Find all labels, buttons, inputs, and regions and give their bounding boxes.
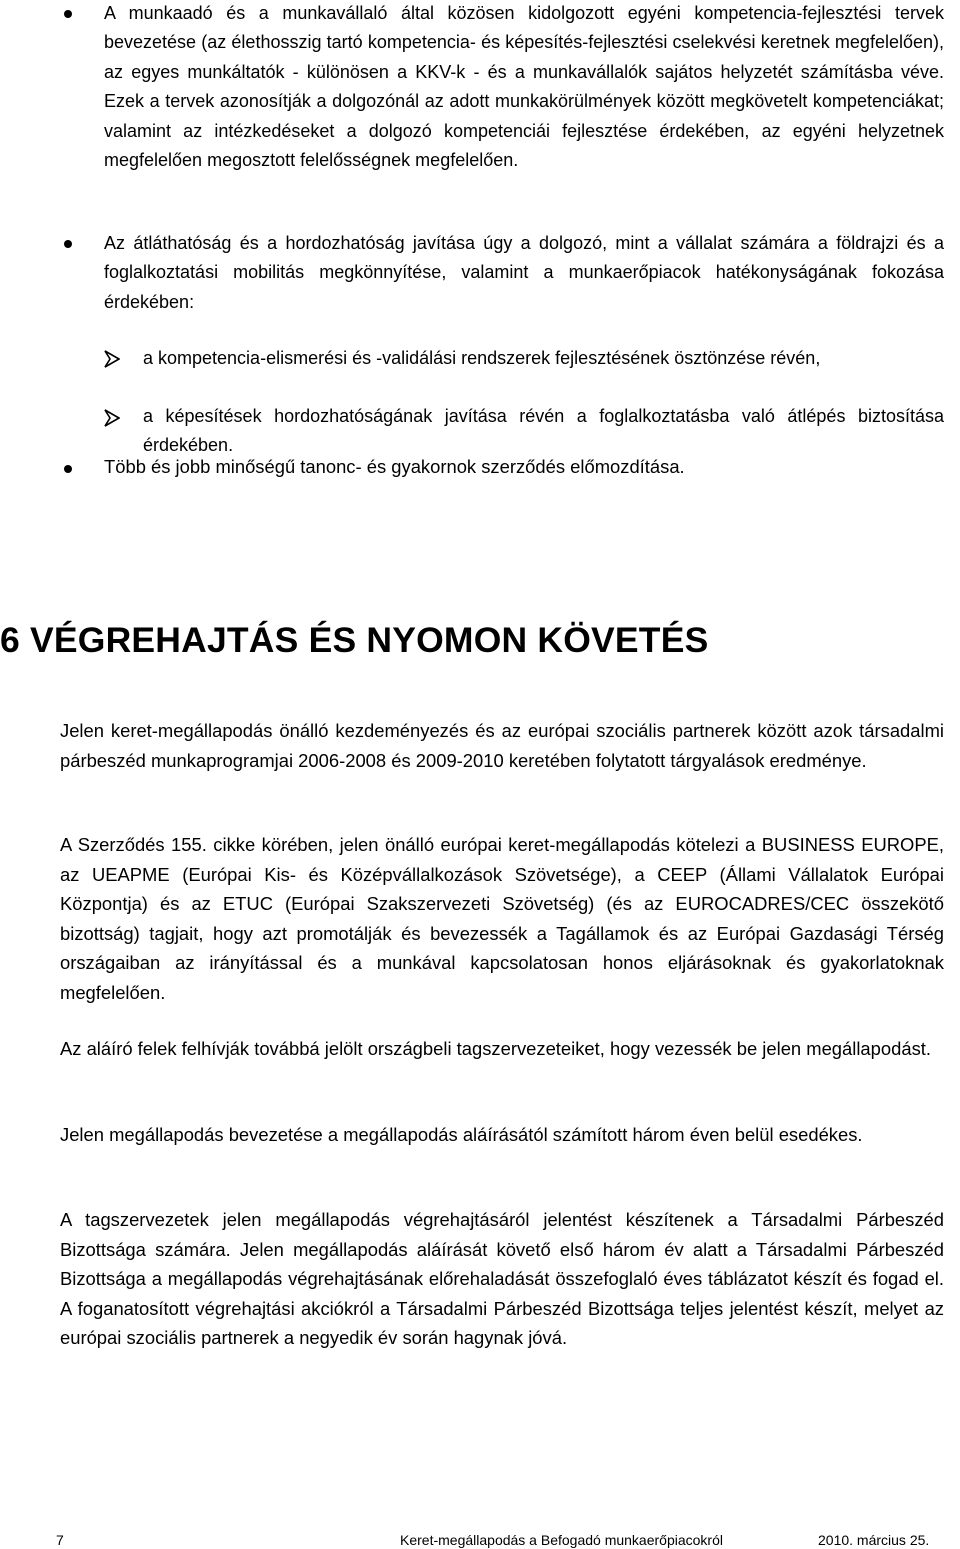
bullet-item-3: Több és jobb minőségű tanonc- és gyakornok szerződés előmozdítása. (104, 456, 685, 477)
footer-title: Keret-megállapodás a Befogadó munkaerőpiacokról (400, 1532, 723, 1548)
arrow-bullet-icon (104, 409, 120, 427)
page-footer (56, 1527, 960, 1549)
bullet-dot (64, 465, 72, 473)
sub-bullet-item-2: a képesítések hordozhatóságának javítása révén a foglalkoztatásba való átlépés biztosítása érdekében. (143, 406, 944, 456)
paragraph: A Szerződés 155. cikke körében, jelen önálló európai keret-megállapodás kötelezi a BUSINESS EUROPE, az UEAPME (Európai Kis- és Középvállalkozások Szövetsége), a CEEP (Állami Vállalatok Európai Központja) és az ETUC (Európai Szakszervezeti Szövetség) (és az EUROCADRES/CEC összekötő bizottság) tagjait, hogy azt promotálják és bevezessék a Tagállamok és az Európai Gazdasági Térség országaiban az irányítással és a munkával kapcsolatosan honos eljárásoknak és gyakorlatoknak megfelelően. (60, 834, 944, 1003)
bullet-dot (64, 240, 72, 248)
bullet-item-2: Az átláthatóság és a hordozhatóság javítása úgy a dolgozó, mint a vállalat számára a földrajzi és a foglalkoztatási mobilitás megkönnyítése, valamint a munkaerőpiacok hatékonyságának fokozása érdekében: (104, 233, 944, 312)
page-number: 7 (56, 1532, 64, 1548)
paragraph: Jelen keret-megállapodás önálló kezdeményezés és az európai szociális partnerek között azok társadalmi párbeszéd munkaprogramjai 2006-2008 és 2009-2010 keretében folytatott tárgyalások eredménye. (60, 720, 944, 771)
paragraph: A tagszervezetek jelen megállapodás végrehajtásáról jelentést készítenek a Társadalmi Párbeszéd Bizottsága számára. Jelen megállapodás aláírását követő első három év alatt a Társadalmi Párbeszéd Bizottsága a megállapodás végrehajtásának előrehaladását összefoglaló éves táblázatot készít és fogad el. A foganatosított végrehajtási akciókról a Társadalmi Párbeszéd Bizottsága teljes jelentést készít, melyet az európai szociális partnerek a negyedik év során hagynak jóvá. (60, 1209, 944, 1349)
footer-date: 2010. március 25. (818, 1532, 930, 1548)
paragraph: Az aláíró felek felhívják továbbá jelölt országbeli tagszervezeteiket, hogy vezessék be jelen megállapodást. (60, 1038, 931, 1059)
bullet-item-1: A munkaadó és a munkavállaló által közösen kidolgozott egyéni kompetencia-fejlesztési tervek bevezetése (az élethosszig tartó kompetencia- és képesítés-fejlesztési cselekvési keretnek megfelelően), az egyes munkáltatók - különösen a KKV-k - és a munkavállalók sajátos helyzetét számításba véve. Ezek a tervek azonosítják a dolgozónál az adott munkakörülmények között megkövetelt kompetenciákat; valamint az intézkedéseket a dolgozó kompetenciái fejlesztése érdekében, az egyéni helyzetnek megfelelően megosztott felelősségnek megfelelően. (104, 3, 944, 171)
section-heading: 6 VÉGREHAJTÁS ÉS NYOMON KÖVETÉS (0, 620, 709, 660)
arrow-bullet-icon (104, 350, 120, 368)
sub-bullet-item-1: a kompetencia-elismerési és -validálási rendszerek fejlesztésének ösztönzése révén, (143, 348, 821, 368)
paragraph: Jelen megállapodás bevezetése a megállapodás aláírásától számított három éven belül esedékes. (60, 1124, 863, 1145)
bullet-dot (64, 10, 72, 18)
